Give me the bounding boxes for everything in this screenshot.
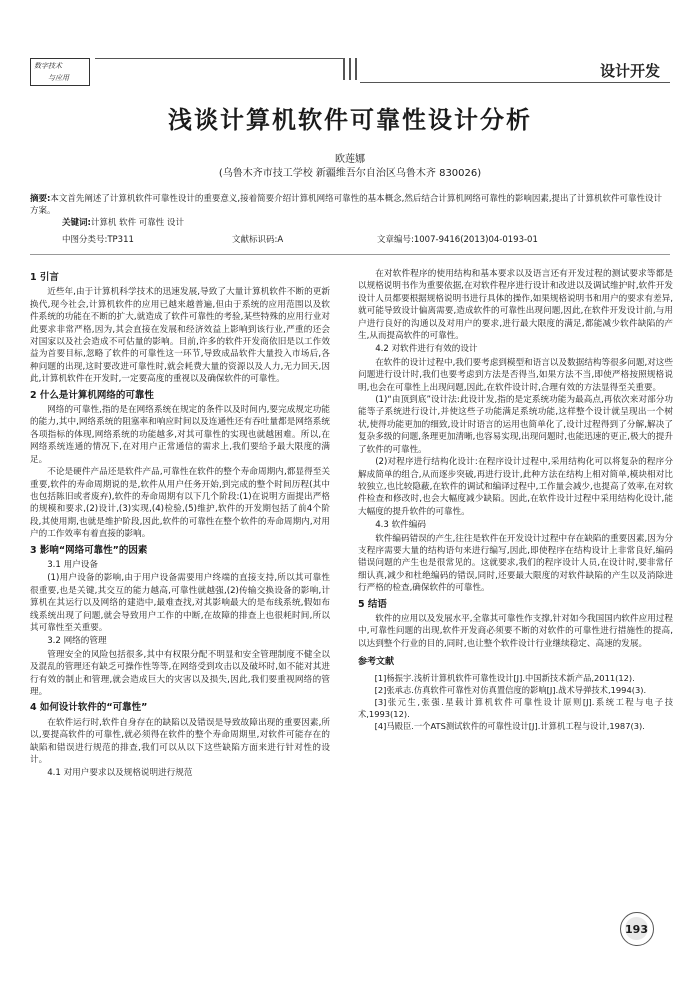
abstract [30,193,670,229]
article-number: 文章编号:1007-9416(2013)04-0193-01 [377,235,538,245]
header-bar-2 [349,58,351,80]
paragraph: (2)对程序进行结构化设计:在程序设计过程中,采用结构化可以将复杂的程序分解成简单的组合,从而逐步突破,再进行设计,此种方法在结构上相对简单,模块相对比较独立,也比较隐蔽,在软件的调试和编译过程中,工作量会减少,也提高了效率,在对软件检查和修改时,也会大幅度减少缺陷。因此,在软件设计过程中采用结构化设计,能大幅度的提升软件的可靠性。 [358,457,673,517]
paragraph: 网络的可靠性,指的是在网络系统在规定的条件以及时间内,要完成规定功能的能力,其中,网络系统的阻塞率和响应时间以及连通性还有吞吐量都是网络系统各项指标的体现,网络系统的功能越多,对其可靠性的实现也就越困难。所以,在网络系统连通的情况下,在对用户正常通信的需求上,我们要给予最大限度的满足。 [30,405,330,465]
header-bar-3 [355,58,357,80]
section-5-title: 5 结语 [358,598,387,610]
paragraph: 软件的应用以及发展水平,全靠其可靠性作支撑,针对如今我国国内软件应用过程中,可靠性问题的出现,软件开发商必须要不断的对软件的可靠性进行措施性的提高,以达到整个行业的目的,同时,也让整个软件设计行业继续稳定、高速的发展。 [358,613,673,649]
document-code: 文献标识码:A [232,235,284,245]
page-header [0,0,700,95]
clc-number: 中图分类号:TP311 [62,235,134,245]
header-rule-right [360,82,670,83]
logo-line-2: 与应用 [48,74,69,82]
section-1-title: 1 引言 [30,272,59,283]
abstract-label: 摘要: [30,194,51,204]
reference-item: [3]张元生,张强.星载计算机软件可靠性设计原则[J].系统工程与电子技术,1993(12). [358,696,673,719]
subsection-3-2-title: 3.2 网络的管理 [47,636,107,647]
subsection-4-2-title: 4.2 对软件进行有效的设计 [375,344,478,355]
abstract-text: 本文首先阐述了计算机软件可靠性设计的重要意义,接着简要介绍计算机网络可靠性的基本概念,然后结合计算机网络可靠性的影响因素,提出了计算机软件可靠性设计方案。 [30,194,663,216]
paragraph: (1)“由顶到底”设计法:此设计发,指的是定系统功能为最高点,再依次来对部分功能等子系统进行设计,并使这些子功能满足系统功能,这样整个设计就呈现出一个树状,使得功能更加的细致,设计时语言的运用也简单化了,设计过程得到了分解,解决了复杂多级的问题,条理更加清晰,也容易实现,出现问题时,也能迅速的更正,极大的提升了软件的可靠性。 [358,395,673,455]
subsection-3-1-title: 3.1 用户设备 [47,559,98,570]
paragraph: 在对软件程序的使用结构和基本要求以及语言还有开发过程的测试要求等都是以规格说明书作为重要依据,在对软件程序进行设计和改进以及调试维护时,软件开发设计人员都要根据规格说明书进行具体的操作,如果规格说明书和用户的要求有差异,就可能导致设计偏离需要,造成软件的可靠性出现问题,因此,在软件开发设计前,与用户进行良好的沟通以及对用户的要求,进行最大限度的满足,都能减少软件缺陷的产生,从而提高软件的可靠性。 [358,269,673,342]
section-4-title: 4 如何设计软件的“可靠性” [30,702,148,714]
page-number-badge [620,912,654,946]
header-rule-left [95,58,345,59]
keywords: 计算机 软件 可靠性 设计 [90,218,185,228]
author: 欧莲娜 [335,154,365,165]
right-column [358,268,673,732]
section-tag: 设计开发 [599,62,660,80]
article-title: 浅谈计算机软件可靠性设计分析 [168,106,532,134]
header-bar-1 [343,58,345,80]
subsection-4-1-title: 4.1 对用户要求以及规格说明进行规范 [47,768,193,779]
subsection-4-3-title: 4.3 软件编码 [375,520,426,531]
paragraph: 近些年,由于计算机科学技术的迅速发展,导致了大量计算机软件不断的更新换代,现今社会,计算机软件的应用已越来越普遍,但由于系统的应用范围以及软件系统的功能在不断的扩大,就造成了软件可靠性的考验,某些特殊的应用行业对此要求非常严格,因为,其会直接在发展和经济效益上影响到该行业,严重的还会对国家以及社会造成不可估量的影响。目前,许多的软件开发商依旧是以工作效益为首要目标,忽略了软件的可靠性这一环节,导致成品软件大量投入市场后,各种问题的出现,这时要改进可靠性时,就会耗费大量的资源以及人力,无力回天,因此,计算机软件在开发时,一定要高度的重视以及确保软件的可靠性。 [30,287,330,385]
reference-item: [2]张承志.仿真软件可靠性对仿真置信度的影响[J].战术导弹技术,1994(3). [374,684,647,695]
section-3-title: 3 影响“网络可靠性”的因素 [30,544,148,556]
paragraph: 管理安全的风险包括很多,其中有权限分配不明显和安全管理制度不健全以及混乱的管理还有缺乏可操作性等等,在网络受到攻击以及破坏时,如不能对其进行有效的制止和管理,就会造成巨大的灾害以及损失,因此,我们要重视网络的管理。 [30,649,330,697]
keywords-label: 关键词: [62,218,91,228]
paragraph: 在软件运行时,软件自身存在的缺陷以及错误是导致故障出现的重要因素,所以,要提高软件的可靠性,就必须得在软件的整个寿命周期里,对软件可能存在的缺陷和错误进行规范的排查,我们可以从以下这些缺陷方面来进行针对性的设计。 [30,717,330,766]
references-title: 参考文献 [358,657,395,668]
paragraph: 软件编码错误的产生,往往是软件在开发设计过程中存在缺陷的重要因素,因为分支程序需要大量的结构语句来进行编写,因此,即使程序在结构设计上非常良好,编码错误问题的产生也是很常见的。这就要求,我们的程序设计人员,在设计时,要非常仔细认真,减少和杜绝编码的错误,同时,还要最大限度的对软件缺陷的产生以及消除进行严格的检查,确保软件的可靠性。 [358,533,673,594]
reference-item: [4]马殿臣.一个ATS测试软件的可靠性设计[J].计算机工程与设计,1987(3). [374,720,645,731]
journal-logo [30,58,90,86]
left-column [30,268,330,781]
paragraph: 在软件的设计过程中,我们要考虑到模型和语言以及数据结构等很多问题,对这些问题进行设计时,我们也要考虑到方法是否得当,如果方法不当,即使严格按照规格说明,也会在可靠性上出现问题,因此,在软件设计时,合理有效的方法显得至关重要。 [358,357,673,393]
reference-item: [1]杨振宇.浅析计算机软件可靠性设计[J].中国新技术新产品,2011(12). [374,672,635,683]
affiliation: (乌鲁木齐市技工学校 新疆维吾尔自治区乌鲁木齐 830026) [218,168,482,179]
paragraph: 不论是硬件产品还是软件产品,可靠性在软件的整个寿命周期内,都显得至关重要,软件的寿命周期说的是,软件从用户任务开始,到完成的整个时间历程(其中也包括陈旧或者废弃),软件的寿命周期有以下几个阶段:(1)在说明方面提出严格的规模和要求,(2)设计,(3)实现,(4)检验,(5)维护,软件的开发期包括了前4个阶段,其使用期,也就是维护阶段,因此,软件的可靠性在整个软件的寿命周期内,对用户的工作效率有着直接的影响。 [30,467,330,540]
section-2-title: 2 什么是计算机网络的可靠性 [30,389,154,401]
page-number: 193 [625,923,648,936]
paragraph: (1)用户设备的影响,由于用户设备需要用户终端的直接支持,所以其可靠性很重要,也是关键,其交互的能力越高,可靠性就越强,(2)传输交换设备的影响,计算机在其运行以及网络的建造中,最难查找,对其影响最大的是布线系统,假如布线系统出现了问题,就会导致用户工作的中断,在故障的排查上也很耗时间,所以其可靠性至关重要。 [30,573,330,633]
logo-line-1: 数字技术 [34,62,62,70]
abstract-divider [30,254,670,255]
